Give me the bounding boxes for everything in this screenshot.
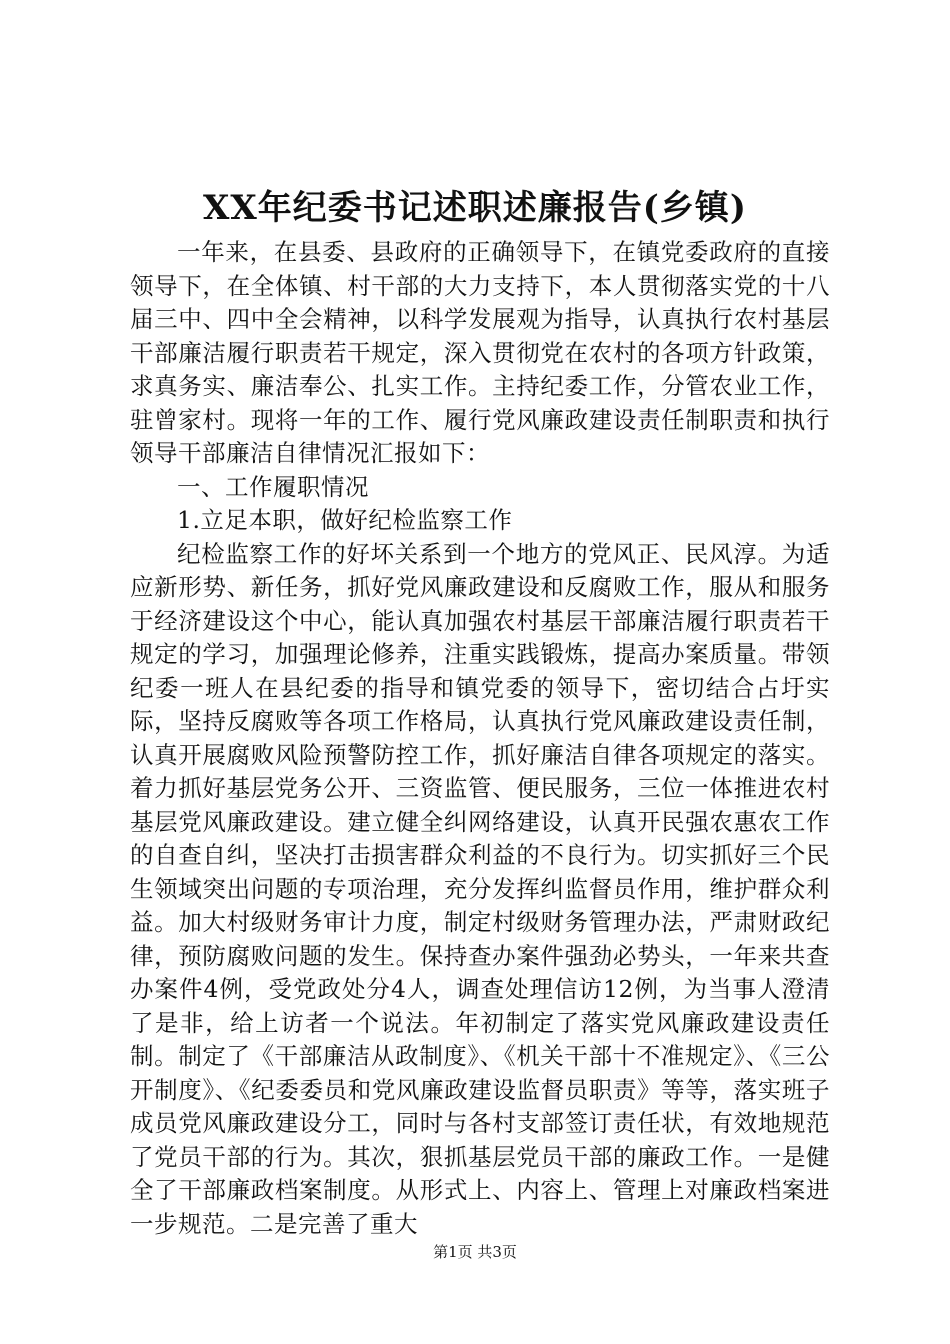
section-heading: 一、工作履职情况 <box>177 472 369 501</box>
document-body <box>130 236 830 1241</box>
document-title: XX年纪委书记述职述廉报告(乡镇) <box>203 188 747 228</box>
page-number-footer: 第1页 共3页 <box>433 1243 517 1261</box>
body-paragraph: 纪检监察工作的好坏关系到一个地方的党风正、民风淳。为适应新形势、新任务，抓好党风廉政建设和反腐败工作，服从和服务于经济建设这个中心，能认真加强农村基层干部廉洁履行职责若干规定的学习，加强理论修养，注重实践锻炼，提高办案质量。带领纪委一班人在县纪委的指导和镇党委的领导下，密切结合占圩实际，坚持反腐败等各项工作格局，认真执行党风廉政建设责任制，认真开展腐败风险预警防控工作，抓好廉洁自律各项规定的落实。着力抓好基层党务公开、三资监管、便民服务，三位一体推进农村基层党风廉政建设。建立健全纠网络建设，认真开民强农惠农工作的自查自纠，坚决打击损害群众利益的不良行为。切实抓好三个民生领域突出问题的专项治理，充分发挥纠监督员作用，维护群众利益。加大村级财务审计力度，制定村级财务管理办法，严肃财政纪律，预防腐败问题的发生。保持查办案件强劲必势头，一年来共查办案件4例，受党政处分4人，调查处理信访12例，为当事人澄清了是非，给上访者一个说法。年初制定了落实党风廉政建设责任制。制定了《干部廉洁从政制度》、《机关干部十不准规定》、《三公开制度》、《纪委委员和党风廉政建设监督员职责》等等，落实班子成员党风廉政建设分工，同时与各村支部签订责任状，有效地规范了党员干部的行为。其次，狠抓基层党员干部的廉政工作。一是健全了干部廉政档案制度。从形式上、内容上、管理上对廉政档案进一步规范。二是完善了重大 <box>130 539 830 1238</box>
intro-paragraph: 一年来，在县委、县政府的正确领导下，在镇党委政府的直接领导下，在全体镇、村干部的大力支持下，本人贯彻落实党的十八届三中、四中全会精神，以科学发展观为指导，认真执行农村基层干部廉洁履行职责若干规定，深入贯彻党在农村的各项方针政策，求真务实、廉洁奉公、扎实工作。主持纪委工作，分管农业工作，驻曾家村。现将一年的工作、履行党风廉政建设责任制职责和执行领导干部廉洁自律情况汇报如下： <box>130 238 830 467</box>
subsection-heading: 1.立足本职，做好纪检监察工作 <box>177 506 513 534</box>
